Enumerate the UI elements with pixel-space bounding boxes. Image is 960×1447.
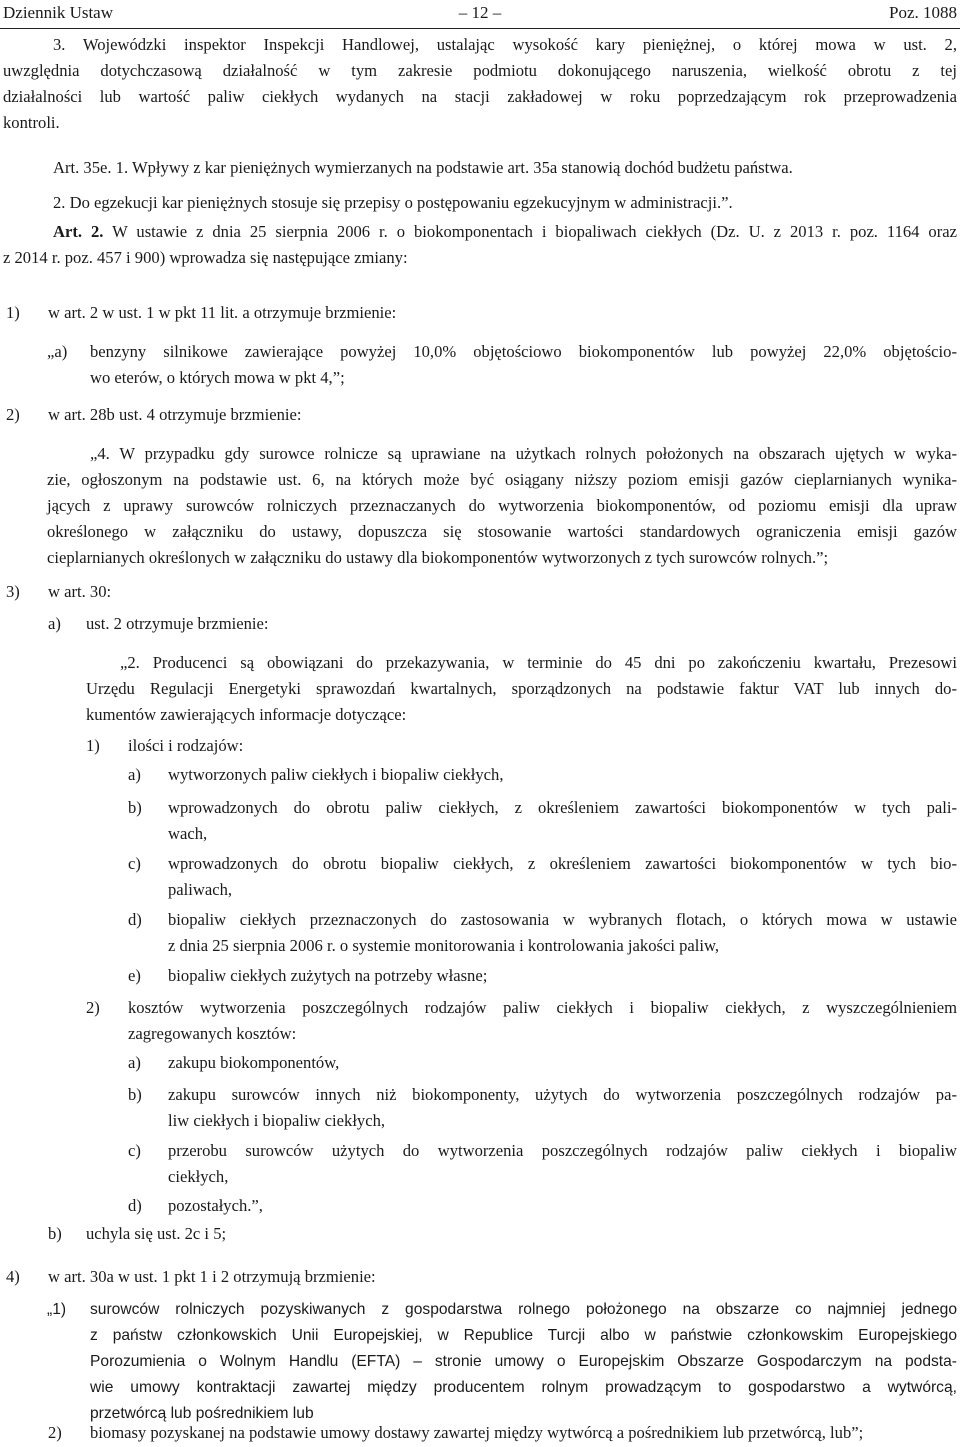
article-2-line: z 2014 r. poz. 457 i 900) wprowadza się następujące zmiany:: [3, 248, 408, 267]
item-letter: d): [128, 1196, 142, 1215]
item-number: 2): [6, 405, 20, 424]
item-text: pozostałych.”,: [168, 1196, 263, 1215]
quoted-line: kumentów zawierających informacje dotyczące:: [86, 705, 407, 724]
item-text: zakupu surowców innych niż biokomponenty, użytych do wytworzenia poszczególnych rodzajów pa-: [168, 1085, 957, 1104]
item-text: w art. 28b ust. 4 otrzymuje brzmienie:: [48, 405, 302, 424]
item-letter: e): [128, 966, 141, 985]
quoted-line: „2. Producenci są obowiązani do przekazywania, w terminie do 45 dni po zakończeniu kwartału, Prezesowi: [120, 653, 957, 672]
article-2-line: Art. 2. W ustawie z dnia 25 sierpnia 2006 r. o biokomponentach i biopaliwach ciekłych (Dz. U. z 2013 r. poz. 1164 oraz: [53, 222, 957, 241]
item-letter: b): [128, 798, 142, 817]
quoted-line: cieplarnianych określonych w załączniku do ustawy dla biokomponentów wytworzonych z tych surowców rolnych.”;: [47, 548, 829, 567]
quoted-line: zie, ogłoszonym na podstawie ust. 6, na których może być osiągany niższy poziom emisji gazów cieplarnianych wynika-: [47, 470, 957, 489]
item-text: zagregowanych kosztów:: [128, 1024, 297, 1043]
item-text: kosztów wytworzenia poszczególnych rodzajów paliw ciekłych i biopaliw ciekłych, z wyszczególnieniem: [128, 998, 957, 1017]
item-letter: a): [128, 1053, 141, 1072]
item-text: liw ciekłych i biopaliw ciekłych,: [168, 1111, 386, 1130]
item-letter: b): [48, 1224, 62, 1243]
item-letter: c): [128, 854, 141, 873]
paragraph-line: działalności lub wartość paliw ciekłych wydanych na stacji zakładowej w roku poprzedzającym rok przeprowadzenia: [3, 87, 957, 106]
item-text: w art. 30a w ust. 1 pkt 1 i 2 otrzymują brzmienie:: [48, 1267, 376, 1286]
article-35e-1: Art. 35e. 1. Wpływy z kar pieniężnych wymierzanych na podstawie art. 35a stanowią dochód budżetu państwa.: [53, 158, 793, 177]
item-number: 2): [86, 998, 100, 1017]
item-text: benzyny silnikowe zawierające powyżej 10,0% objętościowo biokomponentów lub powyżej 22,0% objętościo-: [90, 342, 957, 361]
item-text: biopaliw ciekłych przeznaczonych do zastosowania w wybranych flotach, o których mowa w ustawie: [168, 910, 957, 929]
position-number: Poz. 1088: [889, 3, 957, 22]
item-text: biomasy pozyskanej na podstawie umowy dostawy zawartej między wytwórcą a pośrednikiem lub przetwórcą, lub”;: [90, 1423, 864, 1442]
quoted-line: jących z uprawy surowców rolniczych przeznaczanych do wytworzenia biokomponentów, od poziomu emisji dla upraw: [47, 496, 957, 515]
item-label: 2): [48, 1423, 62, 1442]
item-text: ilości i rodzajów:: [128, 736, 244, 755]
item-text: wach,: [168, 824, 208, 843]
item-text: zakupu biokomponentów,: [168, 1053, 340, 1072]
item-text: ciekłych,: [168, 1167, 229, 1186]
item-text: w art. 2 w ust. 1 w pkt 11 lit. a otrzymuje brzmienie:: [48, 303, 397, 322]
item-number: 1): [6, 303, 20, 322]
item-number: 3): [6, 582, 20, 601]
paragraph-line: uwzględnia dotychczasową działalność w tym zakresie podmiotu dokonującego naruszenia, wielkość obrotu z tej: [3, 61, 957, 80]
quoted-line: surowców rolniczych pozyskiwanych z gospodarstwa rolnego położonego na obszarze co najmniej jednego: [90, 1301, 957, 1318]
item-label: „a): [47, 342, 68, 361]
page-number: – 12 –: [458, 3, 502, 22]
item-text: wprowadzonych do obrotu paliw ciekłych, z określeniem zawartości biokomponentów w tych pali-: [168, 798, 957, 817]
item-letter: c): [128, 1141, 141, 1160]
item-text: w art. 30:: [48, 582, 112, 601]
article-2-label: Art. 2.: [53, 222, 104, 241]
item-label: „1): [47, 1301, 67, 1318]
quoted-line: określonego w załączniku do ustawy, dopuszcza się stosowanie wartości standardowych ograniczenia emisji gazów: [47, 522, 957, 541]
item-letter: a): [128, 765, 141, 784]
item-text: wytworzonych paliw ciekłych i biopaliw ciekłych,: [168, 765, 504, 784]
item-text: przerobu surowców użytych do wytworzenia poszczególnych rodzajów paliw ciekłych i biopaliw: [168, 1141, 957, 1160]
item-number: 4): [6, 1267, 20, 1286]
item-letter: a): [48, 614, 61, 633]
quoted-line: Urzędu Regulacji Energetyki sprawozdań kwartalnych, sporządzonych na podstawie faktur VAT lub innych do-: [86, 679, 957, 698]
article-35e-2: 2. Do egzekucji kar pieniężnych stosuje się przepisy o postępowaniu egzekucyjnym w administracji.”.: [53, 193, 733, 212]
item-text: paliwach,: [168, 880, 233, 899]
quoted-line: z państw członkowskich Unii Europejskiej, w Republice Turcji albo w państwie członkowskim Europejskiego: [90, 1327, 957, 1344]
journal-title: Dziennik Ustaw: [3, 3, 114, 22]
item-text: biopaliw ciekłych zużytych na potrzeby własne;: [168, 966, 488, 985]
paragraph-line: 3. Wojewódzki inspektor Inspekcji Handlowej, ustalając wysokość kary pieniężnej, o której mowa w ust. 2,: [53, 35, 957, 54]
paragraph-line: kontroli.: [3, 113, 60, 132]
item-text: z dnia 25 sierpnia 2006 r. o systemie monitorowania i kontrolowania jakości paliw,: [168, 936, 720, 955]
item-text: uchyla się ust. 2c i 5;: [86, 1224, 227, 1243]
page-header: [0, 0, 960, 29]
item-text: wo eterów, o których mowa w pkt 4,”;: [90, 368, 345, 387]
quoted-line: „4. W przypadku gdy surowce rolnicze są uprawiane na użytkach rolnych położonych na obszarach ujętych w wyka-: [90, 444, 957, 463]
item-text: wprowadzonych do obrotu biopaliw ciekłych, z określeniem zawartości biokomponentów w tych bio-: [168, 854, 957, 873]
item-number: 1): [86, 736, 100, 755]
item-letter: b): [128, 1085, 142, 1104]
quoted-line: Porozumienia o Wolnym Handlu (EFTA) – stronie umowy o Europejskim Obszarze Gospodarczym na podsta-: [90, 1353, 957, 1370]
item-letter: d): [128, 910, 142, 929]
item-text: ust. 2 otrzymuje brzmienie:: [86, 614, 269, 633]
quoted-line: przetwórcą lub pośrednikiem lub: [90, 1405, 314, 1422]
quoted-line: wie umowy kontraktacji zawartej między producentem rolnym prowadzącym to gospodarstwo a wytwórcą,: [90, 1379, 957, 1396]
